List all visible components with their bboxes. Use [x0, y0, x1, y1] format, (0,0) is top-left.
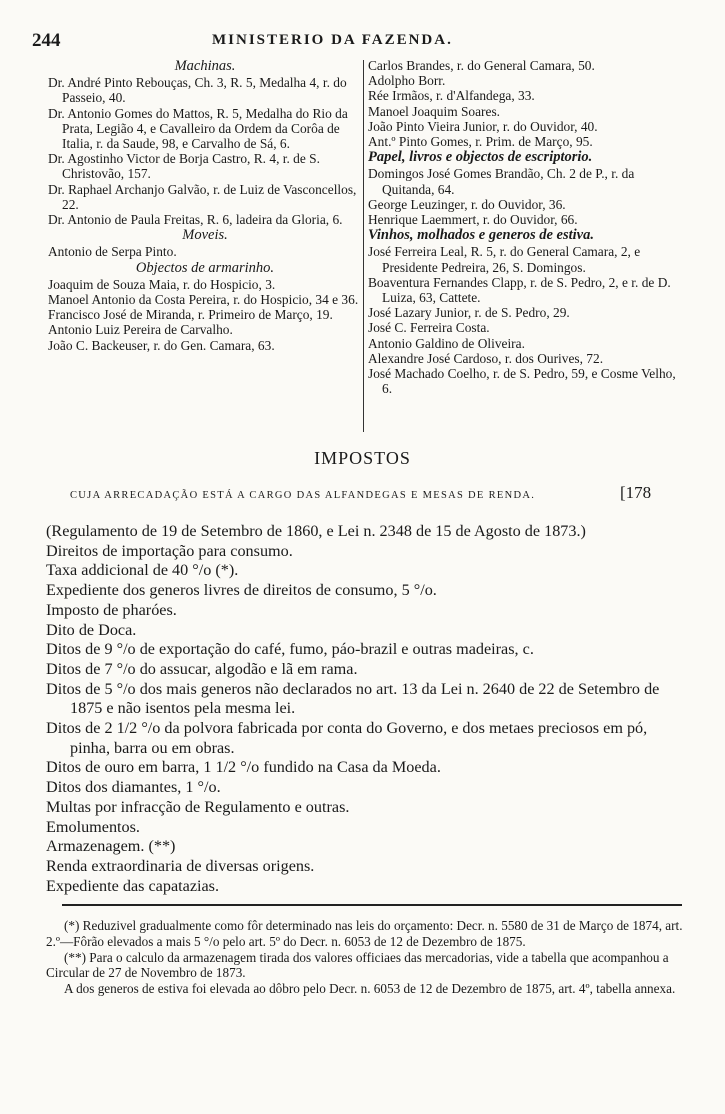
list-item: Francisco José de Miranda, r. Primeiro de Março, 19.	[48, 307, 333, 323]
list-item: João Pinto Vieira Junior, r. do Ouvidor, 40.	[368, 118, 598, 134]
directory-columns	[48, 58, 680, 438]
list-item: Renda extraordinaria de diversas origens.	[46, 856, 315, 875]
list-item: Antonio Galdino de Oliveira.	[368, 335, 525, 351]
column-divider	[363, 60, 364, 432]
list-item: Antonio de Serpa Pinto.	[48, 244, 177, 260]
footnote-rule	[62, 904, 682, 906]
section-heading: Machinas.	[174, 58, 236, 74]
section-number: [178	[620, 483, 652, 502]
list-item: José Machado Coelho, r. de S. Pedro, 59, e Cosme Velho, 6.	[368, 366, 676, 397]
list-item: Dr. Antonio Gomes do Mattos, R. 5, Medalha do Rio da Prata, Legião 4, e Cavalleiro da Ordem da Corôa de Italia, r. da Saude, 98, e Carvalho de Sá, 6.	[48, 105, 348, 152]
page-header	[32, 30, 685, 52]
list-item: Joaquim de Souza Maia, r. do Hospicio, 3.	[48, 276, 276, 292]
list-item: Rée Irmãos, r. d'Alfandega, 33.	[368, 88, 535, 104]
list-item: Ditos de 5 °/o dos mais generos não declarados no art. 13 da Lei n. 2640 de 22 de Setembro de 1875 e não isentos pela mesma lei.	[46, 679, 660, 718]
page-number: 244	[32, 30, 61, 51]
section-heading: Moveis.	[182, 227, 228, 244]
list-item: Manoel Antonio da Costa Pereira, r. do Hospicio, 34 e 36.	[48, 292, 359, 308]
section-heading: Vinhos, molhados e generos de estiva.	[368, 227, 594, 244]
list-item: Expediente dos generos livres de direitos de consumo, 5 °/o.	[46, 581, 437, 600]
list-item: Dr. Antonio de Paula Freitas, R. 6, ladeira da Gloria, 6.	[48, 212, 343, 228]
section-heading: Papel, livros e objectos de escriptorio.	[368, 149, 593, 166]
list-item: Adolpho Borr.	[368, 73, 446, 89]
list-item: Carlos Brandes, r. do General Camara, 50.	[368, 58, 595, 73]
list-item: Ditos de 7 °/o do assucar, algodão e lã em rama.	[46, 659, 358, 678]
list-item: (Regulamento de 19 de Setembro de 1860, e Lei n. 2348 de 15 de Agosto de 1873.)	[46, 522, 586, 540]
left-column	[48, 58, 362, 353]
list-item: Alexandre José Cardoso, r. dos Ourives, 72.	[368, 350, 604, 366]
list-item: Dito de Doca.	[46, 620, 137, 639]
list-item: Henrique Laemmert, r. do Ouvidor, 66.	[368, 212, 578, 228]
list-item: Ant.º Pinto Gomes, r. Prim. de Março, 95.	[368, 134, 593, 150]
footnote: (**) Para o calculo da armazenagem tirada dos valores officiaes das mercadorias, vide a tabella que acompanhou a Circular de 27 de Novembro de 1873.	[46, 949, 669, 981]
list-item: Ditos de ouro em barra, 1 1/2 °/o fundido na Casa da Moeda.	[46, 758, 441, 777]
list-item: José Ferreira Leal, R. 5, r. do General Camara, 2, e Presidente Pedreira, 26, S. Domingos.	[368, 244, 641, 275]
list-item: Expediente das capatazias.	[46, 876, 220, 895]
list-item: João C. Backeuser, r. do Gen. Camara, 63.	[48, 337, 275, 353]
list-item: Manoel Joaquim Soares.	[368, 103, 501, 119]
list-item: Dr. Agostinho Victor de Borja Castro, R. 4, r. de S. Christovão, 157.	[48, 151, 320, 182]
list-item: Ditos dos diamantes, 1 °/o.	[46, 778, 221, 797]
list-item: Antonio Luiz Pereira de Carvalho.	[48, 322, 233, 338]
footnote: A dos generos de estiva foi elevada ao dôbro pelo Decr. n. 6053 de 12 de Dezembro de 1875, art. 4º, tabella annexa.	[64, 981, 676, 997]
list-item: Boaventura Fernandes Clapp, r. de S. Pedro, 2, e r. de D. Luiza, 63, Cattete.	[368, 274, 671, 306]
list-item: Emolumentos.	[46, 817, 140, 836]
list-item: Dr. André Pinto Rebouças, Ch. 3, R. 5, Medalha 4, r. do Passeio, 40.	[48, 75, 347, 106]
footnotes	[46, 918, 686, 997]
taxes-list	[46, 522, 686, 896]
section-heading: Objectos de armarinho.	[135, 259, 275, 276]
list-item: George Leuzinger, r. do Ouvidor, 36.	[368, 196, 566, 212]
list-item: Multas por infracção de Regulamento e outras.	[46, 797, 350, 816]
running-title: MINISTERIO DA FAZENDA.	[212, 32, 453, 48]
list-item: Domingos José Gomes Brandão, Ch. 2 de P., r. da Quitanda, 64.	[368, 166, 635, 197]
list-item: Ditos de 2 1/2 °/o da polvora fabricada por conta do Governo, e dos metaes preciosos em pó, pinha, barra ou em obras.	[46, 719, 648, 757]
list-item: Taxa addicional de 40 °/o (*).	[46, 561, 239, 580]
list-item: José C. Ferreira Costa.	[368, 320, 490, 336]
footnote: (*) Reduzivel gradualmente como fôr determinado nas leis do orçamento: Decr. n. 5580 de 31 de Março de 1874, art. 2.º—Fôrão elevados a mais 5 °/o pelo art. 5º do Decr. n. 6053 de 12 de Dezembro de 1875.	[46, 918, 683, 949]
section-title: IMPOSTOS	[314, 448, 411, 468]
list-item: Armazenagem. (**)	[46, 837, 176, 856]
list-item: Dr. Raphael Archanjo Galvão, r. de Luiz de Vasconcellos, 22.	[48, 181, 357, 212]
list-item: Ditos de 9 °/o de exportação do café, fumo, páo-brazil e outras madeiras, c.	[46, 640, 534, 659]
list-item: José Lazary Junior, r. de S. Pedro, 29.	[368, 305, 570, 321]
list-item: Imposto de pharóes.	[46, 600, 177, 619]
list-item: Direitos de importação para consumo.	[46, 541, 293, 560]
right-column	[368, 58, 684, 396]
section-subtitle: CUJA ARRECADAÇÃO ESTÁ A CARGO DAS ALFANDEGAS E MESAS DE RENDA.	[70, 490, 536, 501]
